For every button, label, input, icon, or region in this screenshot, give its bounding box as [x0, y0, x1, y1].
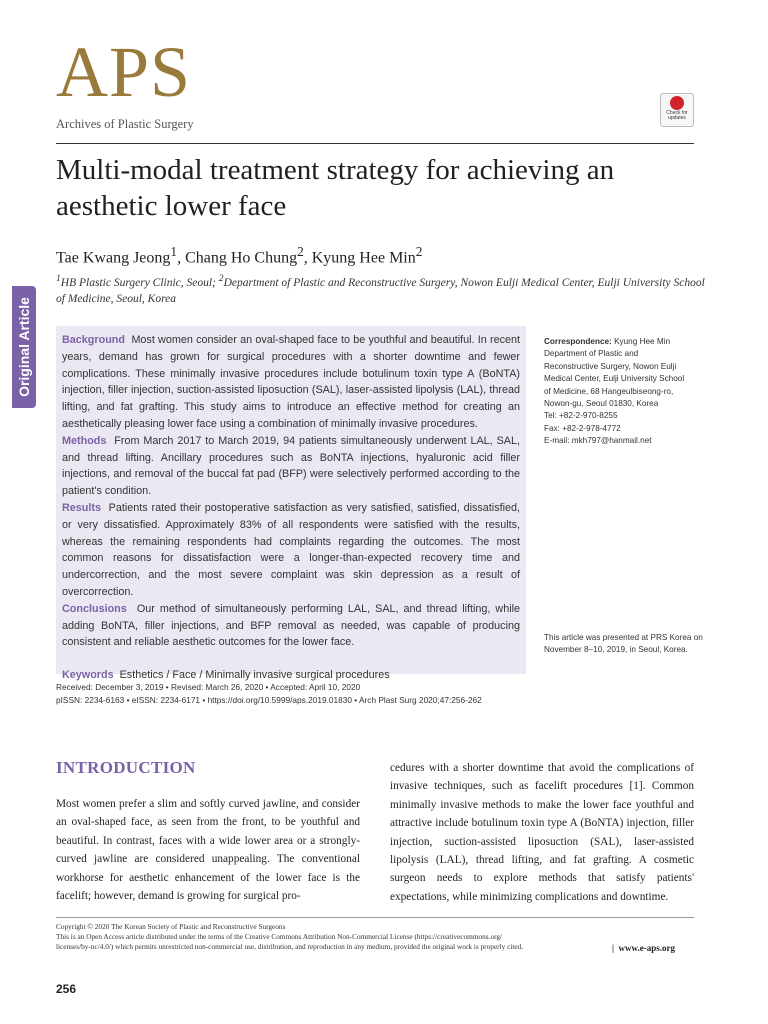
abstract-methods — [62, 433, 520, 500]
body-column-left: Most women prefer a slim and softly curved jawline, and consider an oval-shaped face, as seen from the front, to be youthful and beautiful. In contrast, faces with a wide lower area or a strongly-curved jawline are considered unappealing. The conventional workhorse for aesthetic enhancement of the lower face is the facelift; however, demand is growing for surgical pro- — [56, 798, 360, 903]
section-tab — [12, 286, 36, 408]
correspondence-label: Correspondence: — [544, 337, 612, 346]
affiliation-2: Department of Plastic and Reconstructive Surgery, Nowon Eulji Medical Center, Eulji University School of Medicine, Seoul, Korea — [56, 276, 705, 305]
abstract-heading: Results — [62, 501, 102, 514]
author-name: Tae Kwang Jeong — [56, 249, 171, 267]
correspondence-line: Nowon-gu, Seoul 01830, Korea — [544, 399, 659, 409]
correspondence-fax: Fax: +82-2-978-4772 — [544, 423, 621, 433]
check-updates-label: Check for updates — [666, 110, 688, 121]
footer-divider — [56, 917, 694, 918]
author-affiliation-mark: 2 — [297, 244, 304, 259]
license-line: licenses/by-nc/4.0/) which permits unrestricted non-commercial use, distribution, and reproduction in any medium, provided the original work is properly cited. — [56, 942, 524, 951]
section-heading-introduction: INTRODUCTION — [56, 758, 196, 777]
section-tab-label: Original Article — [16, 297, 32, 397]
page-number: 256 — [56, 982, 77, 996]
abstract-heading: Keywords — [62, 669, 114, 682]
abstract-background — [62, 332, 520, 433]
correspondence-tel: Tel: +82-2-970-8255 — [544, 411, 618, 421]
author-affiliation-mark: 1 — [170, 244, 178, 259]
article-title: Multi-modal treatment strategy for achieving an aesthetic lower face — [56, 154, 615, 222]
correspondence-line: Reconstructive Surgery, Nowon Eulji — [544, 361, 677, 371]
correspondence-email[interactable]: E-mail: mkh797@hanmail.net — [544, 436, 652, 446]
author-affiliation-mark: 2 — [415, 244, 423, 259]
journal-name: Archives of Plastic Surgery — [56, 117, 194, 131]
header-divider — [56, 143, 694, 144]
affiliation-1: HB Plastic Surgery Clinic, Seoul; — [60, 276, 219, 289]
abstract-text: Most women consider an oval-shaped face to be youthful and beautiful. In recent years, demand has grown for surgical procedures with a shorter downtime and fewer complications. These minimally invasive procedures include botulinum toxin type A (BoNTA) injection, filler injection, suction-assisted liposuction (SAL), laser-assisted lipolysis (LAL), thread lifting, and fat grafting. This study aims to introduce an effective method for creating an aesthetically pleasing lower face using a combination of minimally invasive procedures. — [62, 334, 520, 430]
keywords-text: Esthetics / Face / Minimally invasive surgical procedures — [119, 669, 390, 682]
correspondence-line: Department of Plastic and — [544, 349, 639, 359]
abstract-text: Our method of simultaneously performing LAL, SAL, and thread lifting, while adding BoNTA, filler injections, and BFP removal as needed, was capable of producing consistent and reliable aesthetic outcomes for the lower face. — [62, 602, 521, 649]
copyright-notice — [56, 922, 616, 952]
abstract-results — [62, 500, 520, 601]
license-line: This is an Open Access article distributed under the terms of the Creative Commons Attribution Non-Commercial License (https://creativecommons.org/ — [56, 932, 503, 941]
bookmark-icon — [670, 96, 684, 110]
abstract-box — [56, 326, 526, 682]
body-column-right: cedures with a shorter downtime that avoid the complications of invasive techniques, such as facelift procedures [1]. Common minimally invasive methods to make the lower face youthful and attractive include botulinum toxin type A (BoNTA) injection, filler injection, suction-assisted liposuction (SAL), laser-assisted lipolysis (LAL), thread lifting, and fat grafting. A cosmetic surgeon needs to explore methods that satisfy patients' expectations, while minimizing complications and downtime. — [390, 762, 694, 903]
correspondence-name: Kyung Hee Min — [614, 337, 671, 346]
author-list: Tae Kwang Jeong$^1$, Chang Ho Chung$^2$, Kyung Hee Min$^2$ — [56, 244, 423, 267]
correspondence-line: Medical Center, Eulji University School — [544, 374, 685, 384]
check-for-updates-button[interactable] — [660, 93, 694, 127]
journal-url[interactable]: www.e-aps.org — [618, 943, 675, 953]
presentation-note: This article was presented at PRS Korea on November 8–10, 2019, in Seoul, Korea. — [544, 633, 703, 655]
abstract-heading: Background — [62, 334, 125, 346]
author-name: Chang Ho Chung — [185, 249, 298, 267]
affiliation-mark: 1 — [56, 273, 61, 284]
abstract-text: Patients rated their postoperative satisfaction as very satisfied, satisfied, dissatisfied, or very dissatisfied. Approximately 83% of all respondents were satisfied with the results, whereas the remaining respondents had complaints regarding the outcomes. The most common reasons for dissatisfaction were a longer-than-expected recovery time and undercorrection, and the most severe complaint was skin depression as a result of overcorrection. — [62, 501, 520, 598]
abstract-conclusions — [62, 601, 520, 651]
article-dates — [56, 681, 482, 707]
journal-logo: APS — [56, 32, 192, 112]
correspondence-line: of Medicine, 68 Hangeulbiseong-ro, — [544, 386, 674, 396]
abstract-heading: Methods — [62, 434, 107, 447]
journal-url-link[interactable]: | www.e-aps.org — [612, 943, 675, 953]
correspondence-block — [544, 336, 704, 448]
author-name: Kyung Hee Min — [311, 249, 416, 267]
abstract-heading: Conclusions — [62, 602, 127, 615]
issn-doi-line[interactable]: pISSN: 2234-6163 • eISSN: 2234-6171 • https://doi.org/10.5999/aps.2019.01830 • Arch Plast Surg 2020;47:256-262 — [56, 695, 482, 705]
abstract-text: From March 2017 to March 2019, 94 patients simultaneously underwent LAL, SAL, and thread lifting. Ancillary procedures such as BoNTA injections, hyaluronic acid filler injections, and removal of the buccal fat pad (BFP) were selectively performed according to the patient's condition. — [62, 434, 521, 498]
copyright-line: Copyright © 2020 The Korean Society of Plastic and Reconstructive Surgeons — [56, 922, 286, 931]
affiliation-mark: 2 — [218, 273, 224, 284]
affiliations — [56, 271, 706, 307]
history-line: Received: December 3, 2019 • Revised: March 26, 2020 • Accepted: April 10, 2020 — [56, 682, 361, 692]
